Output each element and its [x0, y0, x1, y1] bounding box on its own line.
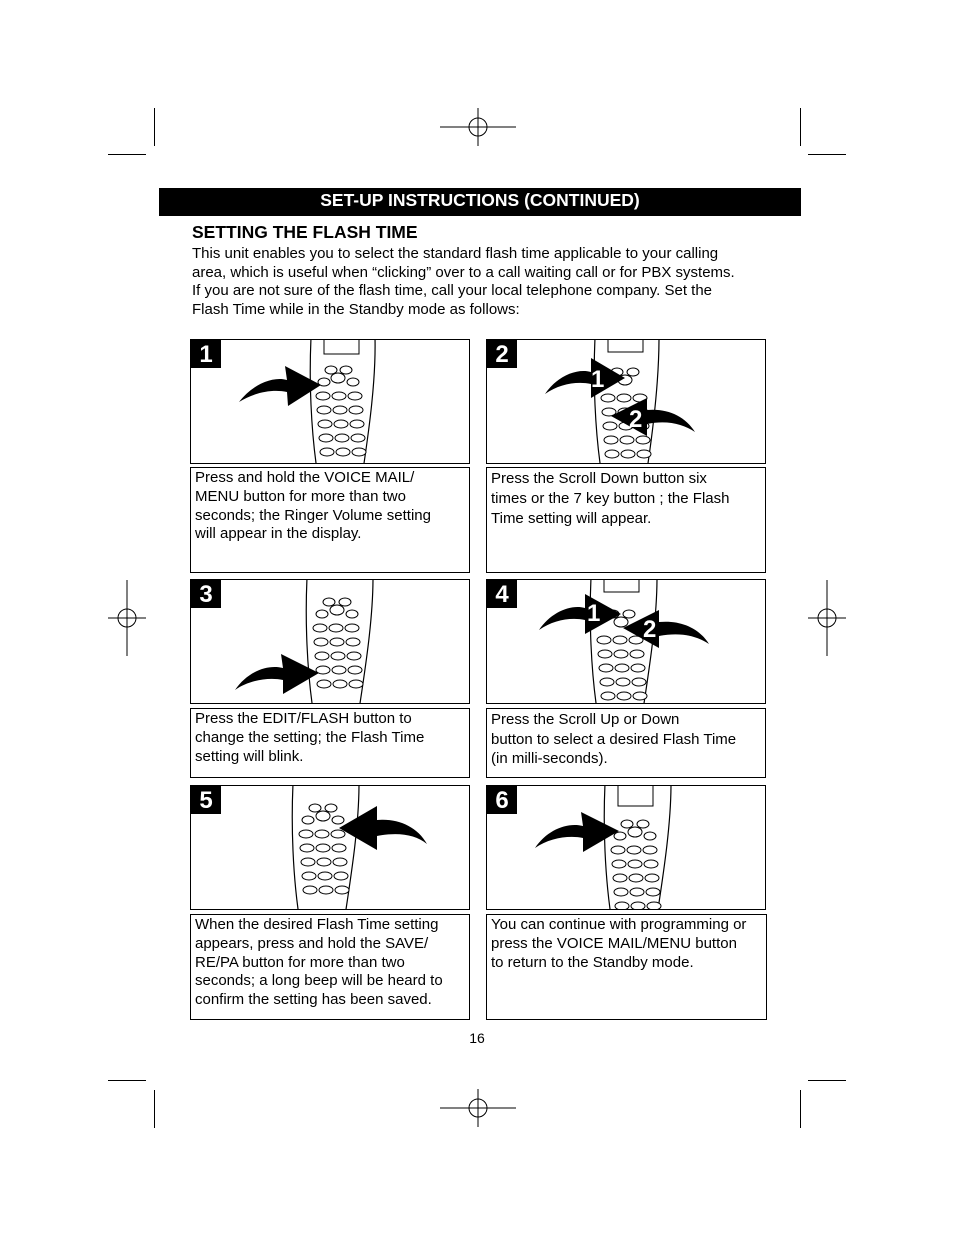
crop-mark	[154, 1090, 155, 1128]
callout-number: 2	[643, 616, 657, 643]
phone-illustration	[191, 580, 470, 704]
crop-mark	[154, 108, 155, 146]
arrow-icon	[239, 366, 321, 406]
step-number-badge: 4	[487, 580, 517, 608]
phone-illustration	[487, 786, 766, 910]
step-text-line: (in milli-seconds).	[491, 750, 608, 767]
handset-icon	[594, 340, 659, 464]
phone-illustration	[191, 786, 470, 910]
step-text-line: change the setting; the Flash Time	[195, 728, 425, 746]
step-3-illustration	[190, 579, 470, 704]
crop-mark	[808, 154, 846, 155]
step-text-line: RE/PA button for more than two	[195, 953, 405, 971]
crop-mark	[108, 1080, 146, 1081]
step-4-illustration	[486, 579, 766, 704]
handset-icon	[306, 580, 373, 704]
step-text-line: seconds; the Ringer Volume setting	[195, 506, 431, 524]
registration-target-icon	[108, 580, 146, 656]
handset-icon	[604, 786, 671, 910]
step-text-line: confirm the setting has been saved.	[195, 991, 432, 1009]
step-number-badge: 6	[487, 786, 517, 814]
step-1-description	[190, 467, 470, 573]
step-1-illustration	[190, 339, 470, 464]
callout-number: 1	[587, 600, 601, 627]
step-text-line: You can continue with programming or	[491, 916, 747, 933]
step-number-badge: 5	[191, 786, 221, 814]
handset-icon	[310, 340, 375, 464]
intro-line: This unit enables you to select the standard flash time applicable to your calling	[192, 245, 719, 262]
step-number-badge: 3	[191, 580, 221, 608]
step-text-line: to return to the Standby mode.	[491, 953, 694, 971]
step-4-description	[486, 708, 766, 778]
section-header-bar: SET-UP INSTRUCTIONS (CONTINUED)	[159, 188, 801, 216]
step-text-line: appears, press and hold the SAVE/	[195, 934, 429, 952]
step-text-line: times or the 7 key button ; the Flash	[491, 490, 730, 507]
step-5-illustration	[190, 785, 470, 910]
registration-target-icon	[808, 580, 846, 656]
intro-line: If you are not sure of the flash time, call your local telephone company. Set the	[192, 282, 713, 300]
crop-mark	[108, 154, 146, 155]
step-2-description	[486, 467, 766, 573]
step-text-line: setting will blink.	[195, 747, 304, 765]
phone-illustration	[487, 340, 766, 464]
step-6-description	[486, 914, 767, 1020]
handset-icon	[292, 786, 359, 910]
step-6-illustration	[486, 785, 766, 910]
step-text-line: When the desired Flash Time setting	[195, 916, 439, 933]
intro-paragraph	[192, 245, 782, 320]
step-text-line: will appear in the display.	[195, 525, 362, 543]
crop-mark	[808, 1080, 846, 1081]
registration-target-icon	[440, 1089, 516, 1127]
step-5-description	[190, 914, 470, 1020]
step-text-line: Press the Scroll Down button six	[491, 470, 707, 487]
step-text-line: MENU button for more than two	[195, 487, 406, 505]
phone-illustration	[191, 340, 470, 464]
phone-illustration	[487, 580, 766, 704]
arrow-icon	[235, 654, 319, 694]
intro-line: area, which is useful when “clicking” over to a call waiting call or for PBX systems.	[192, 263, 735, 281]
step-number-badge: 1	[191, 340, 221, 368]
step-number-badge: 2	[487, 340, 517, 368]
section-title: SETTING THE FLASH TIME	[192, 222, 418, 242]
step-text-line: button to select a desired Flash Time	[491, 730, 737, 748]
crop-mark	[800, 1090, 801, 1128]
step-text-line: Press the EDIT/FLASH button to	[195, 710, 412, 727]
registration-target-icon	[440, 108, 516, 146]
step-text-line: Time setting will appear.	[491, 510, 652, 527]
page-number: 16	[469, 1030, 485, 1046]
crop-mark	[800, 108, 801, 146]
step-text-line: press the VOICE MAIL/MENU button	[491, 934, 737, 952]
callout-number: 1	[591, 366, 605, 393]
callout-number: 2	[629, 406, 643, 433]
step-3-description	[190, 708, 470, 778]
step-text-line: Press and hold the VOICE MAIL/	[195, 469, 415, 486]
step-text-line: seconds; a long beep will be heard to	[195, 972, 443, 990]
step-text-line: Press the Scroll Up or Down	[491, 711, 680, 728]
intro-line: Flash Time while in the Standby mode as follows:	[192, 301, 520, 319]
step-2-illustration	[486, 339, 766, 464]
